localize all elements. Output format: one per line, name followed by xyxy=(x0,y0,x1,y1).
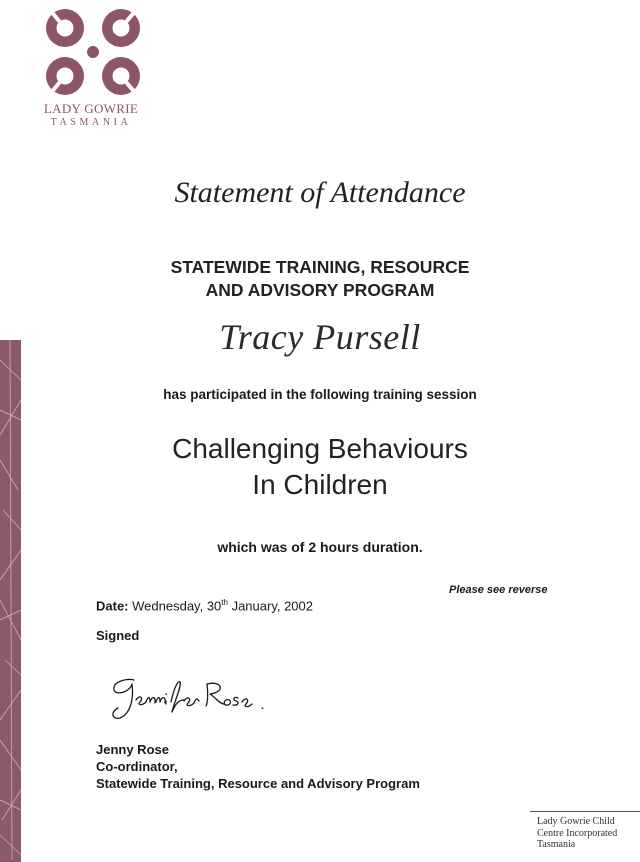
certificate-title: Statement of Attendance xyxy=(174,176,466,209)
stripe-texture xyxy=(0,340,21,862)
stamp-line-2: Centre Incorporated xyxy=(537,827,618,839)
decorative-stripe xyxy=(0,340,21,862)
session-title-line1: Challenging Behaviours xyxy=(172,433,468,464)
date-label: Date: xyxy=(96,598,129,614)
date-value: Wednesday, 30 xyxy=(132,598,222,614)
participation-statement: has participated in the following training session xyxy=(163,387,477,402)
lady-gowrie-logo xyxy=(38,6,148,98)
signer-name: Jenny Rose xyxy=(96,742,169,757)
organization-stamp xyxy=(537,816,617,851)
duration-statement: which was of 2 hours duration. xyxy=(217,539,423,555)
stamp-divider xyxy=(530,811,640,812)
date-rest: January, 2002 xyxy=(227,598,313,614)
signer-role: Co-ordinator, xyxy=(96,759,178,774)
date-row xyxy=(96,598,313,613)
program-name-line1: STATEWIDE TRAINING, RESOURCE xyxy=(170,257,470,277)
date-suffix: th xyxy=(221,598,228,607)
stamp-line-1: Lady Gowrie Child xyxy=(537,816,615,827)
organization-region: TASMANIA xyxy=(50,117,132,128)
session-title-line2: In Children xyxy=(252,469,388,500)
recipient-name: Tracy Pursell xyxy=(219,317,421,357)
signer-program: Statewide Training, Resource and Advisory Program xyxy=(96,776,420,791)
handwritten-signature xyxy=(104,674,274,724)
stamp-line-3: Tasmania xyxy=(537,839,576,850)
program-name-line2: AND ADVISORY PROGRAM xyxy=(205,280,435,300)
signed-label: Signed xyxy=(96,628,140,643)
see-reverse-note: Please see reverse xyxy=(449,584,548,596)
organization-name: LADY GOWRIE xyxy=(43,101,139,116)
